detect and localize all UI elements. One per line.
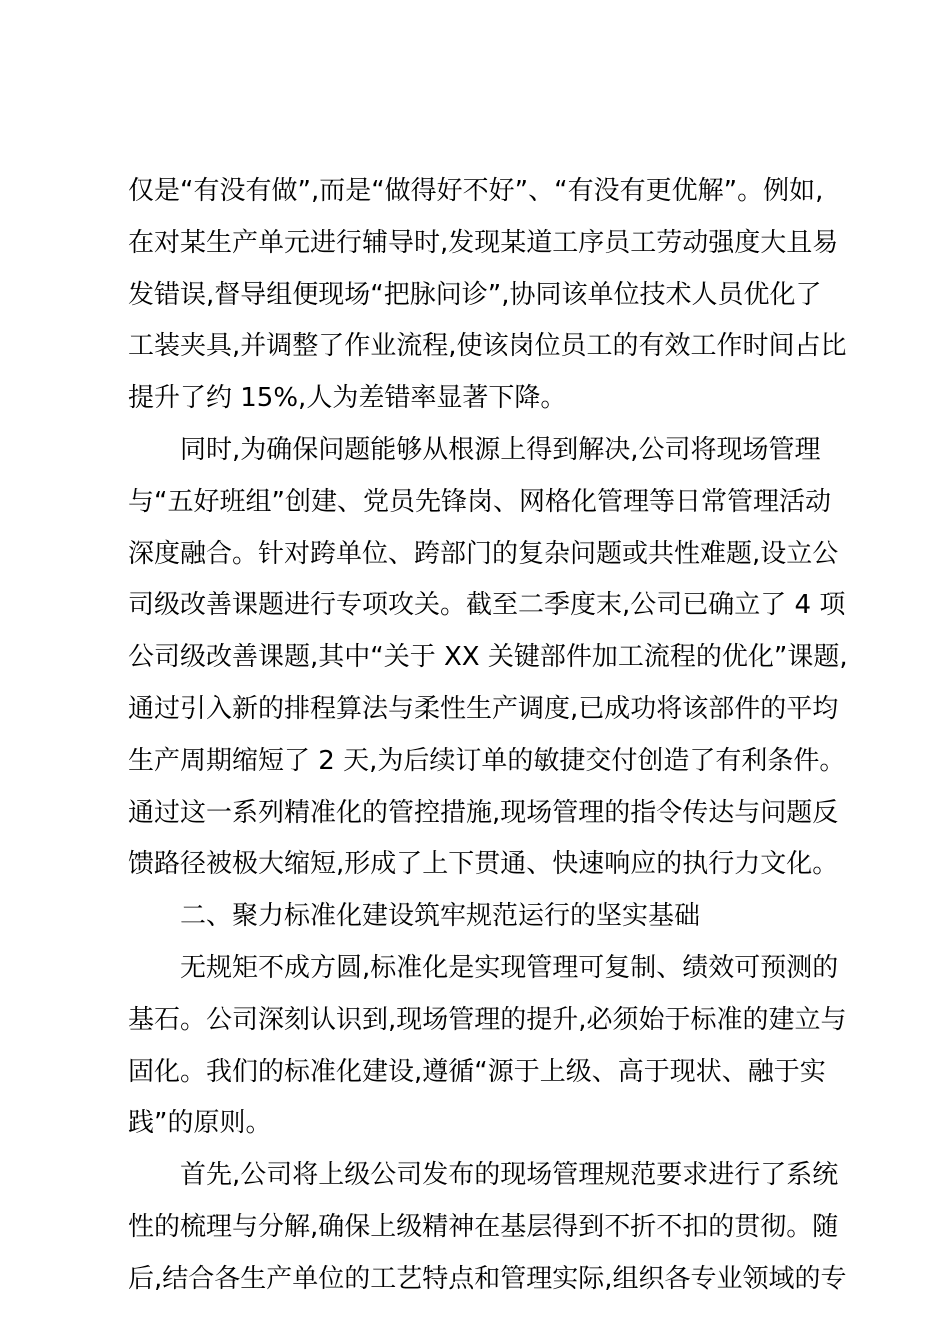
text-line: 在对某生产单元进行辅导时,发现某道工序员工劳动强度大且易 [128, 227, 839, 258]
text-line: 公司级改善课题,其中“关于 XX 关键部件加工流程的优化”课题, [128, 642, 848, 673]
text-line: 深度融合。针对跨单位、跨部门的复杂问题或共性难题,设立公 [128, 538, 839, 569]
text-line: 后,结合各生产单位的工艺特点和管理实际,组织各专业领域的专 [128, 1263, 847, 1294]
text-line: 生产周期缩短了 2 天,为后续订单的敏捷交付创造了有利条件。 [128, 745, 846, 776]
text-line: 通过这一系列精准化的管控措施,现场管理的指令传达与问题反 [128, 797, 839, 828]
paragraph-first-line: 首先,公司将上级公司发布的现场管理规范要求进行了系统 [180, 1160, 839, 1191]
text-line: 仅是“有没有做”,而是“做得好不好”、“有没有更优解”。例如, [128, 176, 824, 206]
text-line: 固化。我们的标准化建设,遵循“源于上级、高于现状、融于实 [128, 1056, 826, 1087]
text-line: 工装夹具,并调整了作业流程,使该岗位员工的有效工作时间占比 [128, 331, 847, 362]
text-line: 性的梳理与分解,确保上级精神在基层得到不折不扣的贯彻。随 [128, 1211, 839, 1242]
text-line: 发错误,督导组便现场“把脉问诊”,协同该单位技术人员优化了 [128, 279, 822, 310]
paragraph-first-line: 同时,为确保问题能够从根源上得到解决,公司将现场管理 [180, 434, 821, 465]
text-line: 践”的原则。 [128, 1108, 272, 1139]
paragraph-first-line: 无规矩不成方圆,标准化是实现管理可复制、绩效可预测的 [180, 952, 839, 983]
text-line: 基石。公司深刻认识到,现场管理的提升,必须始于标准的建立与 [128, 1004, 847, 1035]
section-heading: 二、聚力标准化建设筑牢规范运行的坚实基础 [180, 901, 701, 932]
text-line: 与“五好班组”创建、党员先锋岗、网格化管理等日常管理活动 [128, 486, 831, 517]
document-body [128, 166, 848, 1306]
text-line: 馈路径被极大缩短,形成了上下贯通、快速响应的执行力文化。 [128, 849, 839, 880]
text-line: 提升了约 15%,人为差错率显著下降。 [128, 383, 567, 414]
text-line: 通过引入新的排程算法与柔性生产调度,已成功将该部件的平均 [128, 693, 839, 724]
text-line: 司级改善课题进行专项攻关。截至二季度末,公司已确立了 4 项 [128, 590, 846, 621]
